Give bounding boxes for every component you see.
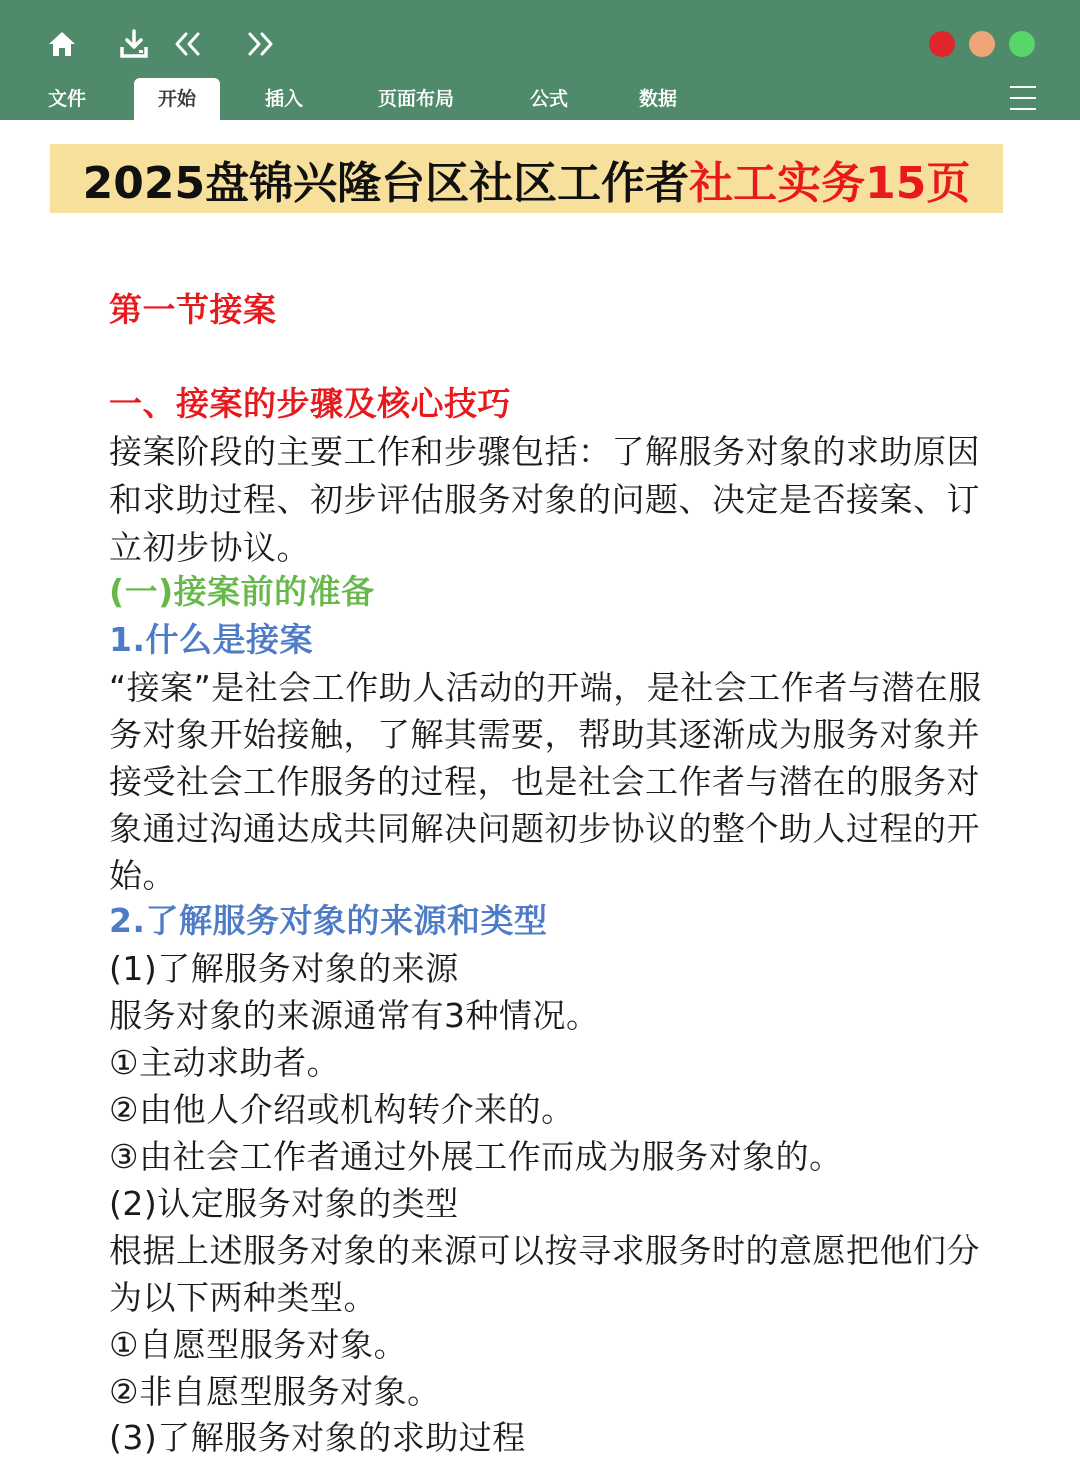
paragraph-line: ③由社会工作者通过外展工作而成为服务对象的。 — [109, 1137, 843, 1176]
paragraph-line: ①自愿型服务对象。 — [109, 1325, 408, 1364]
title-accent: 社工实务15页 — [689, 157, 971, 209]
tab-home[interactable]: 开始 — [134, 78, 220, 120]
paragraph-line: ①主动求助者。 — [109, 1043, 341, 1082]
paragraph-line: 接受社会工作服务的过程，也是社会工作者与潜在的服务对 — [109, 762, 980, 801]
paragraph-line: ②非自愿型服务对象。 — [109, 1372, 441, 1411]
paragraph-line: (3)了解服务对象的求助过程 — [109, 1418, 526, 1457]
home-icon[interactable] — [40, 22, 84, 66]
title-main: 2025盘锦兴隆台区社区工作者 — [82, 157, 690, 209]
paragraph-line: (1)了解服务对象的来源 — [109, 949, 459, 988]
subheading-1-2: 2.了解服务对象的来源和类型 — [109, 901, 548, 940]
tab-insert[interactable]: 插入 — [264, 88, 303, 110]
download-icon[interactable] — [112, 22, 156, 66]
page-title — [50, 144, 1003, 213]
redo-icon[interactable] — [238, 22, 282, 66]
subheading-1: (一)接案前的准备 — [109, 572, 375, 611]
paragraph-line: “接案”是社会工作助人活动的开端，是社会工作者与潜在服 — [109, 668, 982, 707]
paragraph-line: 象通过沟通达成共同解决问题初步协议的整个助人过程的开 — [109, 809, 980, 848]
paragraph-line: ②由他人介绍或机构转介来的。 — [109, 1090, 575, 1129]
tab-page-layout[interactable]: 页面布局 — [377, 88, 454, 110]
tab-data[interactable]: 数据 — [638, 88, 677, 110]
menu-icon[interactable] — [1010, 86, 1036, 110]
minimize-window-button[interactable] — [969, 31, 995, 57]
paragraph-line: 服务对象的来源通常有3种情况。 — [109, 996, 600, 1035]
paragraph-line: 立初步协议。 — [109, 528, 310, 567]
paragraph-line: 和求助过程、初步评估服务对象的问题、决定是否接案、订 — [109, 480, 980, 519]
maximize-window-button[interactable] — [1009, 31, 1035, 57]
paragraph-line: 为以下两种类型。 — [109, 1278, 377, 1317]
tab-formulas[interactable]: 公式 — [529, 88, 568, 110]
section-heading: 第一节接案 — [109, 290, 277, 329]
paragraph-line: (2)认定服务对象的类型 — [109, 1184, 459, 1223]
heading-1: 一、接案的步骤及核心技巧 — [109, 384, 511, 423]
paragraph-line: 务对象开始接触，了解其需要，帮助其逐渐成为服务对象并 — [109, 715, 980, 754]
paragraph-line: 接案阶段的主要工作和步骤包括：了解服务对象的求助原因 — [109, 432, 980, 471]
paragraph-line: 根据上述服务对象的来源可以按寻求服务时的意愿把他们分 — [109, 1231, 980, 1270]
subheading-1-1: 1.什么是接案 — [109, 620, 313, 659]
close-window-button[interactable] — [929, 31, 955, 57]
paragraph-line: 始。 — [109, 856, 176, 895]
app-toolbar — [0, 0, 1080, 120]
undo-icon[interactable] — [166, 22, 210, 66]
tab-file[interactable]: 文件 — [47, 88, 86, 110]
